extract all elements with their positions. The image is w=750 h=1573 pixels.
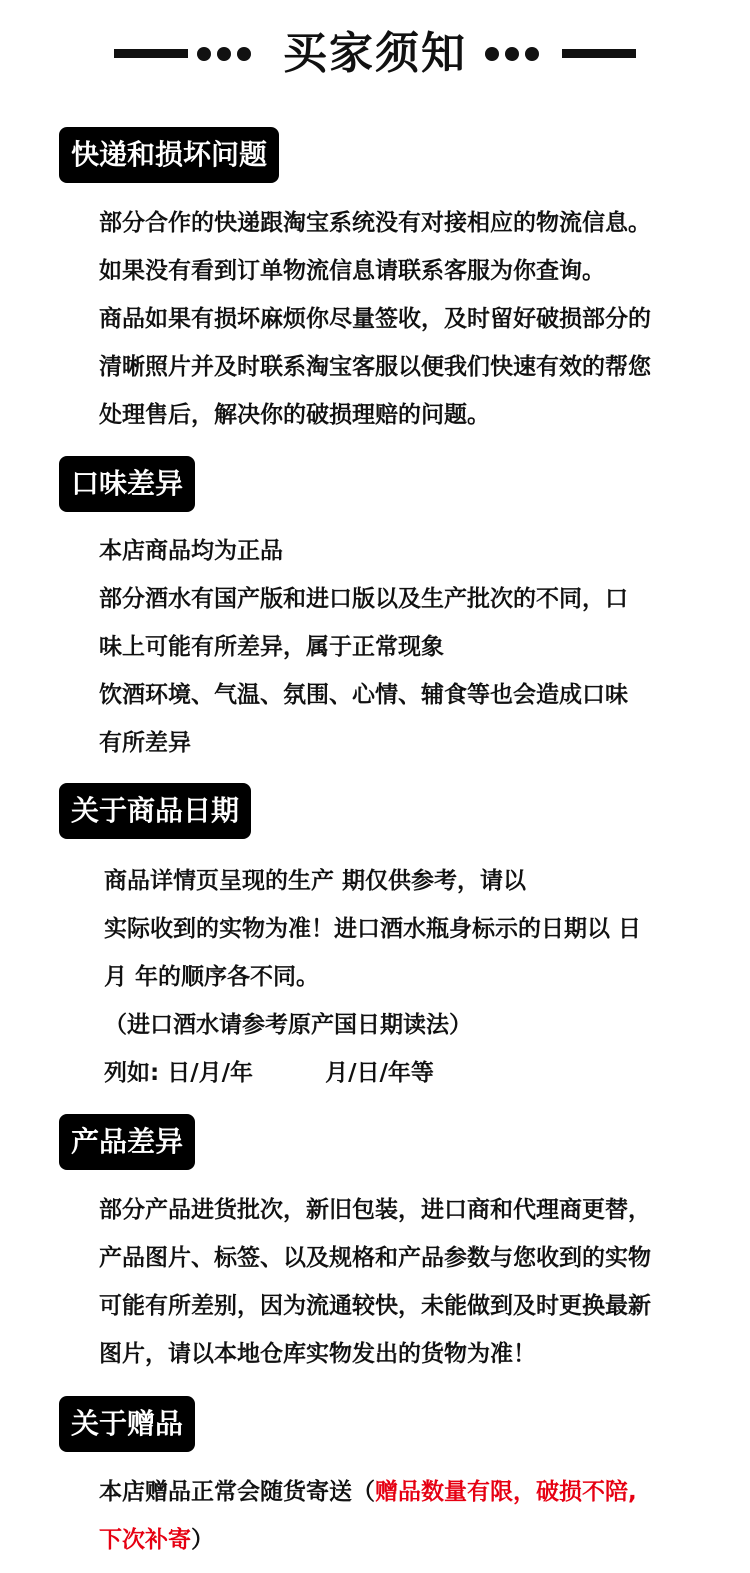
body-line: 列如: 日/月/年 月/日/年等 xyxy=(104,1060,434,1086)
body-line: 商品如果有损坏麻烦你尽量签收，及时留好破损部分的 xyxy=(99,306,651,332)
section-heading-badge: 口味差异 xyxy=(59,456,195,512)
body-line: 图片，请以本地仓库实物发出的货物为准！ xyxy=(99,1341,536,1367)
section-heading-badge: 关于商品日期 xyxy=(59,783,251,839)
body-line: 部分产品进货批次，新旧包装，进口商和代理商更替， xyxy=(99,1197,651,1223)
section-body xyxy=(99,1186,689,1378)
body-line: 饮酒环境、气温、氛围、心情、辅食等也会造成口味 xyxy=(99,682,628,708)
header-dot xyxy=(197,47,211,61)
gift-note-text: ） xyxy=(191,1527,214,1553)
page-title: 买家须知 xyxy=(283,28,467,79)
header-left-dots xyxy=(197,47,251,61)
body-line: 如果没有看到订单物流信息请联系客服为你查询。 xyxy=(99,258,605,284)
body-line: 本店商品均为正品 xyxy=(99,538,283,564)
header-right-dots xyxy=(485,47,539,61)
section-body xyxy=(104,857,694,1097)
header-dot xyxy=(237,47,251,61)
section-heading-badge: 快递和损坏问题 xyxy=(59,127,279,183)
section-heading-badge: 产品差异 xyxy=(59,1114,195,1170)
header-left-bar xyxy=(114,49,188,58)
body-line: 有所差异 xyxy=(99,730,191,756)
body-line: 月 年的顺序各不同。 xyxy=(104,964,320,990)
body-line: 处理售后，解决你的破损理赔的问题。 xyxy=(99,402,490,428)
body-line: 实际收到的实物为准！进口酒水瓶身标示的日期以 日 xyxy=(104,916,642,942)
body-line xyxy=(99,1468,689,1516)
header-dot xyxy=(217,47,231,61)
section-body xyxy=(99,527,689,767)
gift-note-text: 本店赠品正常会随货寄送（ xyxy=(99,1479,375,1505)
header-right-bar xyxy=(562,49,636,58)
header-dot xyxy=(505,47,519,61)
gift-warning-text: 赠品数量有限，破损不陪, xyxy=(375,1479,637,1505)
body-line: 味上可能有所差异，属于正常现象 xyxy=(99,634,444,660)
gift-warning-text: 下次补寄 xyxy=(99,1527,191,1553)
body-line: （进口酒水请参考原产国日期读法） xyxy=(104,1012,472,1038)
body-line: 可能有所差别，因为流通较快，未能做到及时更换最新 xyxy=(99,1293,651,1319)
section-body xyxy=(99,199,689,439)
header-dot xyxy=(485,47,499,61)
page-header xyxy=(0,22,750,86)
header-dot xyxy=(525,47,539,61)
body-line: 清晰照片并及时联系淘宝客服以便我们快速有效的帮您 xyxy=(99,354,651,380)
body-line: 产品图片、标签、以及规格和产品参数与您收到的实物 xyxy=(99,1245,651,1271)
body-line: 部分合作的快递跟淘宝系统没有对接相应的物流信息。 xyxy=(99,210,651,236)
body-line: 部分酒水有国产版和进口版以及生产批次的不同，口 xyxy=(99,586,628,612)
section-heading-badge: 关于赠品 xyxy=(59,1396,195,1452)
body-line: 商品详情页呈现的生产 期仅供参考，请以 xyxy=(104,868,527,894)
body-line xyxy=(99,1516,689,1564)
section-body xyxy=(99,1468,689,1564)
